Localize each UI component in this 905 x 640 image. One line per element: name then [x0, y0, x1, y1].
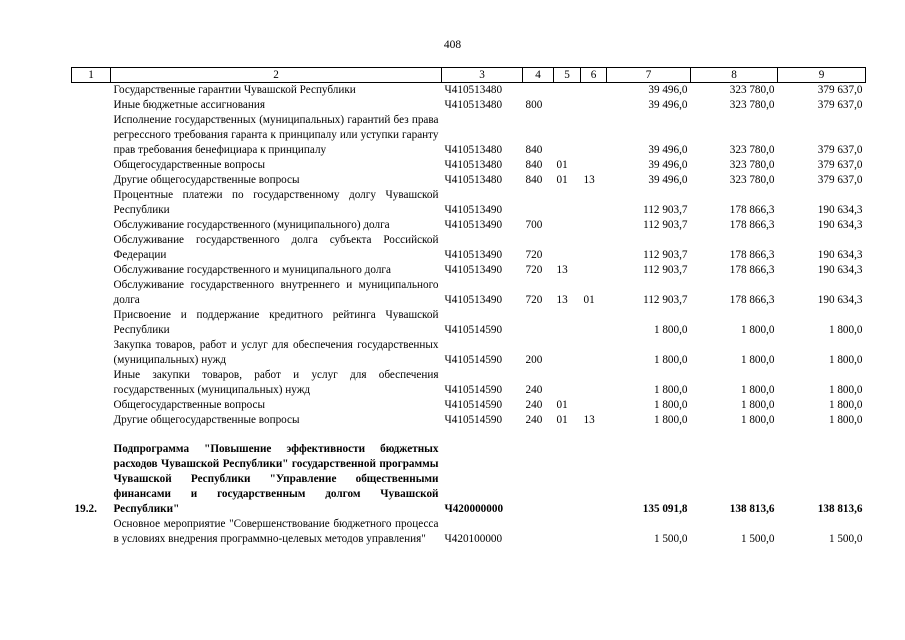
table-row: [72, 188, 866, 218]
section-code-cell: [554, 83, 581, 99]
section-number-cell: [72, 517, 111, 547]
item-name-cell: Присвоение и поддержание кредитного рейтинга Чувашской Республики: [113, 309, 439, 336]
amount-year2-cell: 1 800,0: [740, 354, 775, 366]
target-article-code-cell: Ч410514590: [444, 354, 503, 366]
table-row: [72, 517, 866, 547]
amount-year3-cell: 1 800,0: [828, 354, 863, 366]
target-article-code-cell: Ч410514590: [444, 384, 503, 396]
subsection-code-cell: [581, 308, 607, 338]
item-name-cell: Основное мероприятие "Совершенствование бюджетного процесса в условиях внедрения программно-целевых методов управления": [113, 518, 439, 545]
amount-year2-cell: 1 800,0: [740, 324, 775, 336]
amount-year2-cell: 1 500,0: [740, 533, 775, 545]
section-number-cell: [72, 233, 111, 263]
expense-type-cell: [523, 83, 554, 99]
amount-year3-cell: 1 800,0: [828, 414, 863, 426]
amount-year1-cell: 1 800,0: [653, 399, 688, 411]
subsection-code-cell: [581, 517, 607, 547]
amount-year3-cell: 379 637,0: [817, 144, 863, 156]
section-number-cell: [72, 218, 111, 233]
section-code-cell: 01: [556, 399, 568, 411]
section-code-cell: [554, 442, 581, 517]
section-code-cell: 13: [556, 294, 568, 306]
amount-year2-cell: 323 780,0: [729, 174, 775, 186]
amount-year1-cell: 1 800,0: [653, 324, 688, 336]
section-code-cell: 01: [556, 174, 568, 186]
amount-year2-cell: 323 780,0: [729, 144, 775, 156]
table-row: [72, 338, 866, 368]
subsection-code-cell: [581, 113, 607, 158]
column-header: 6: [581, 68, 607, 83]
amount-year1-cell: 39 496,0: [648, 84, 688, 96]
table-body: [72, 83, 866, 548]
item-name-cell: Подпрограмма "Повышение эффективности бюджетных расходов Чувашской Республики" государственной программы Чувашской Республики "Управление общественными финансами и государственным долгом Чувашской Республики": [113, 443, 439, 515]
target-article-code-cell: Ч410513480: [444, 174, 503, 186]
item-name-cell: Государственные гарантии Чувашской Республики: [113, 84, 356, 96]
table-row: [72, 263, 866, 278]
amount-year3-cell: 190 634,3: [817, 264, 863, 276]
target-article-code-cell: Ч410513490: [444, 249, 503, 261]
target-article-code-cell: Ч420000000: [444, 503, 504, 515]
target-article-code-cell: Ч410513480: [444, 159, 503, 171]
table-row: [72, 368, 866, 398]
column-number-row: [72, 68, 866, 83]
section-code-cell: 01: [556, 159, 568, 171]
subsection-code-cell: [581, 338, 607, 368]
amount-year3-cell: 1 800,0: [828, 384, 863, 396]
column-header: 8: [691, 68, 778, 83]
spacer-cell: [72, 428, 866, 442]
item-name-cell: Общегосударственные вопросы: [113, 399, 266, 411]
column-header: 3: [442, 68, 523, 83]
section-number-cell: 19.2.: [74, 503, 97, 515]
expense-type-cell: [523, 517, 554, 547]
item-name-cell: Другие общегосударственные вопросы: [113, 174, 300, 186]
target-article-code-cell: Ч410513480: [444, 84, 503, 96]
subsection-code-cell: [581, 398, 607, 413]
subsection-code-cell: [581, 98, 607, 113]
amount-year2-cell: 138 813,6: [729, 503, 775, 515]
amount-year2-cell: 1 800,0: [740, 399, 775, 411]
table-row: [72, 158, 866, 173]
subsection-code-cell: [581, 158, 607, 173]
section-number-cell: [72, 113, 111, 158]
section-number-cell: [72, 188, 111, 218]
expense-type-cell: [523, 308, 554, 338]
target-article-code-cell: Ч410513480: [444, 99, 503, 111]
target-article-code-cell: Ч410514590: [444, 324, 503, 336]
amount-year2-cell: 323 780,0: [729, 84, 775, 96]
item-name-cell: Иные закупки товаров, работ и услуг для обеспечения государственных (муниципальных) нужд: [113, 369, 439, 396]
amount-year1-cell: 112 903,7: [643, 249, 688, 261]
amount-year1-cell: 1 800,0: [653, 384, 688, 396]
subsection-code-cell: 13: [583, 414, 595, 426]
expense-type-cell: [523, 188, 554, 218]
amount-year1-cell: 112 903,7: [643, 204, 688, 216]
table-row: [72, 83, 866, 99]
subsection-code-cell: [581, 218, 607, 233]
table-row: [72, 413, 866, 428]
subsection-code-cell: [581, 368, 607, 398]
subsection-code-cell: 01: [583, 294, 595, 306]
table-row: [72, 113, 866, 158]
subsection-code-cell: [581, 263, 607, 278]
expense-type-cell: 200: [525, 354, 543, 366]
section-number-cell: [72, 413, 111, 428]
section-code-cell: [554, 233, 581, 263]
expense-type-cell: 700: [525, 219, 543, 231]
amount-year2-cell: 323 780,0: [729, 99, 775, 111]
amount-year1-cell: 39 496,0: [648, 99, 688, 111]
section-number-cell: [72, 338, 111, 368]
amount-year2-cell: 1 800,0: [740, 414, 775, 426]
amount-year2-cell: 178 866,3: [729, 249, 775, 261]
target-article-code-cell: Ч410513490: [444, 294, 503, 306]
subsection-code-cell: [581, 442, 607, 517]
amount-year2-cell: 178 866,3: [729, 204, 775, 216]
section-number-cell: [72, 83, 111, 99]
section-number-cell: [72, 158, 111, 173]
amount-year1-cell: 112 903,7: [643, 294, 688, 306]
amount-year1-cell: 39 496,0: [648, 174, 688, 186]
item-name-cell: Закупка товаров, работ и услуг для обеспечения государственных (муниципальных) нужд: [113, 339, 439, 366]
target-article-code-cell: Ч410513490: [444, 264, 503, 276]
table-row: [72, 173, 866, 188]
expense-type-cell: 720: [525, 294, 543, 306]
item-name-cell: Обслуживание государственного долга субъекта Российской Федерации: [113, 234, 439, 261]
section-code-cell: [554, 218, 581, 233]
amount-year1-cell: 1 800,0: [653, 414, 688, 426]
amount-year1-cell: 39 496,0: [648, 159, 688, 171]
target-article-code-cell: Ч410514590: [444, 399, 503, 411]
section-code-cell: [554, 308, 581, 338]
section-code-cell: [554, 188, 581, 218]
amount-year3-cell: 379 637,0: [817, 84, 863, 96]
section-number-cell: [72, 263, 111, 278]
amount-year3-cell: 379 637,0: [817, 99, 863, 111]
item-name-cell: Исполнение государственных (муниципальных) гарантий без права регрессного требования гаранта к принципалу или уступки гаранту прав требования бенефициара к принципалу: [113, 114, 439, 156]
target-article-code-cell: Ч410513480: [444, 144, 503, 156]
table-header: [72, 68, 866, 83]
column-header: 4: [523, 68, 554, 83]
target-article-code-cell: Ч420100000: [444, 533, 503, 545]
table-row: [72, 278, 866, 308]
amount-year1-cell: 1 500,0: [653, 533, 688, 545]
subsection-code-cell: [581, 233, 607, 263]
item-name-cell: Процентные платежи по государственному долгу Чувашской Республики: [113, 189, 439, 216]
amount-year1-cell: 112 903,7: [643, 219, 688, 231]
amount-year2-cell: 178 866,3: [729, 264, 775, 276]
column-header: 7: [607, 68, 691, 83]
section-code-cell: 01: [556, 414, 568, 426]
section-number-cell: [72, 98, 111, 113]
amount-year1-cell: 112 903,7: [643, 264, 688, 276]
expense-type-cell: 720: [525, 264, 543, 276]
target-article-code-cell: Ч410513490: [444, 219, 503, 231]
expense-type-cell: 240: [525, 399, 543, 411]
column-header: 9: [778, 68, 866, 83]
column-header: 5: [554, 68, 581, 83]
amount-year3-cell: 379 637,0: [817, 174, 863, 186]
expense-type-cell: 240: [525, 384, 543, 396]
table-row: [72, 398, 866, 413]
amount-year3-cell: 190 634,3: [817, 219, 863, 231]
expense-type-cell: 800: [525, 99, 543, 111]
expense-type-cell: 240: [525, 414, 543, 426]
amount-year3-cell: 138 813,6: [817, 503, 863, 515]
section-code-cell: [554, 98, 581, 113]
page-number: 408: [443, 39, 462, 51]
table-row: [72, 218, 866, 233]
table-row: [72, 308, 866, 338]
amount-year2-cell: 178 866,3: [729, 219, 775, 231]
section-number-cell: [72, 398, 111, 413]
subsection-code-cell: [581, 188, 607, 218]
item-name-cell: Обслуживание государственного (муниципального) долга: [113, 219, 390, 231]
expense-type-cell: 840: [525, 159, 543, 171]
section-code-cell: [554, 113, 581, 158]
amount-year3-cell: 1 800,0: [828, 324, 863, 336]
expense-type-cell: [523, 442, 554, 517]
section-code-cell: [554, 338, 581, 368]
expense-type-cell: 840: [525, 174, 543, 186]
amount-year2-cell: 323 780,0: [729, 159, 775, 171]
amount-year1-cell: 39 496,0: [648, 144, 688, 156]
item-name-cell: Обслуживание государственного и муниципального долга: [113, 264, 391, 276]
expense-type-cell: 720: [525, 249, 543, 261]
target-article-code-cell: Ч410513490: [444, 204, 503, 216]
subsection-code-cell: 13: [583, 174, 595, 186]
table-row: [72, 442, 866, 517]
item-name-cell: Другие общегосударственные вопросы: [113, 414, 300, 426]
table-row: [72, 98, 866, 113]
amount-year3-cell: 379 637,0: [817, 159, 863, 171]
section-number-cell: [72, 308, 111, 338]
section-code-cell: [554, 368, 581, 398]
section-code-cell: [554, 517, 581, 547]
amount-year2-cell: 178 866,3: [729, 294, 775, 306]
amount-year3-cell: 1 800,0: [828, 399, 863, 411]
amount-year3-cell: 1 500,0: [828, 533, 863, 545]
amount-year2-cell: 1 800,0: [740, 384, 775, 396]
section-code-cell: 13: [556, 264, 568, 276]
amount-year3-cell: 190 634,3: [817, 249, 863, 261]
subsection-code-cell: [581, 83, 607, 99]
target-article-code-cell: Ч410514590: [444, 414, 503, 426]
expense-type-cell: 840: [525, 144, 543, 156]
section-number-cell: [72, 173, 111, 188]
item-name-cell: Обслуживание государственного внутреннего и муниципального долга: [113, 279, 439, 306]
amount-year1-cell: 1 800,0: [653, 354, 688, 366]
table-row: [72, 233, 866, 263]
section-number-cell: [72, 278, 111, 308]
amount-year3-cell: 190 634,3: [817, 204, 863, 216]
budget-table: [71, 67, 866, 547]
item-name-cell: Общегосударственные вопросы: [113, 159, 266, 171]
amount-year1-cell: 135 091,8: [642, 503, 688, 515]
amount-year3-cell: 190 634,3: [817, 294, 863, 306]
column-header: 2: [111, 68, 442, 83]
column-header: 1: [72, 68, 111, 83]
section-number-cell: [72, 368, 111, 398]
item-name-cell: Иные бюджетные ассигнования: [113, 99, 265, 111]
spacer-row: [72, 428, 866, 442]
